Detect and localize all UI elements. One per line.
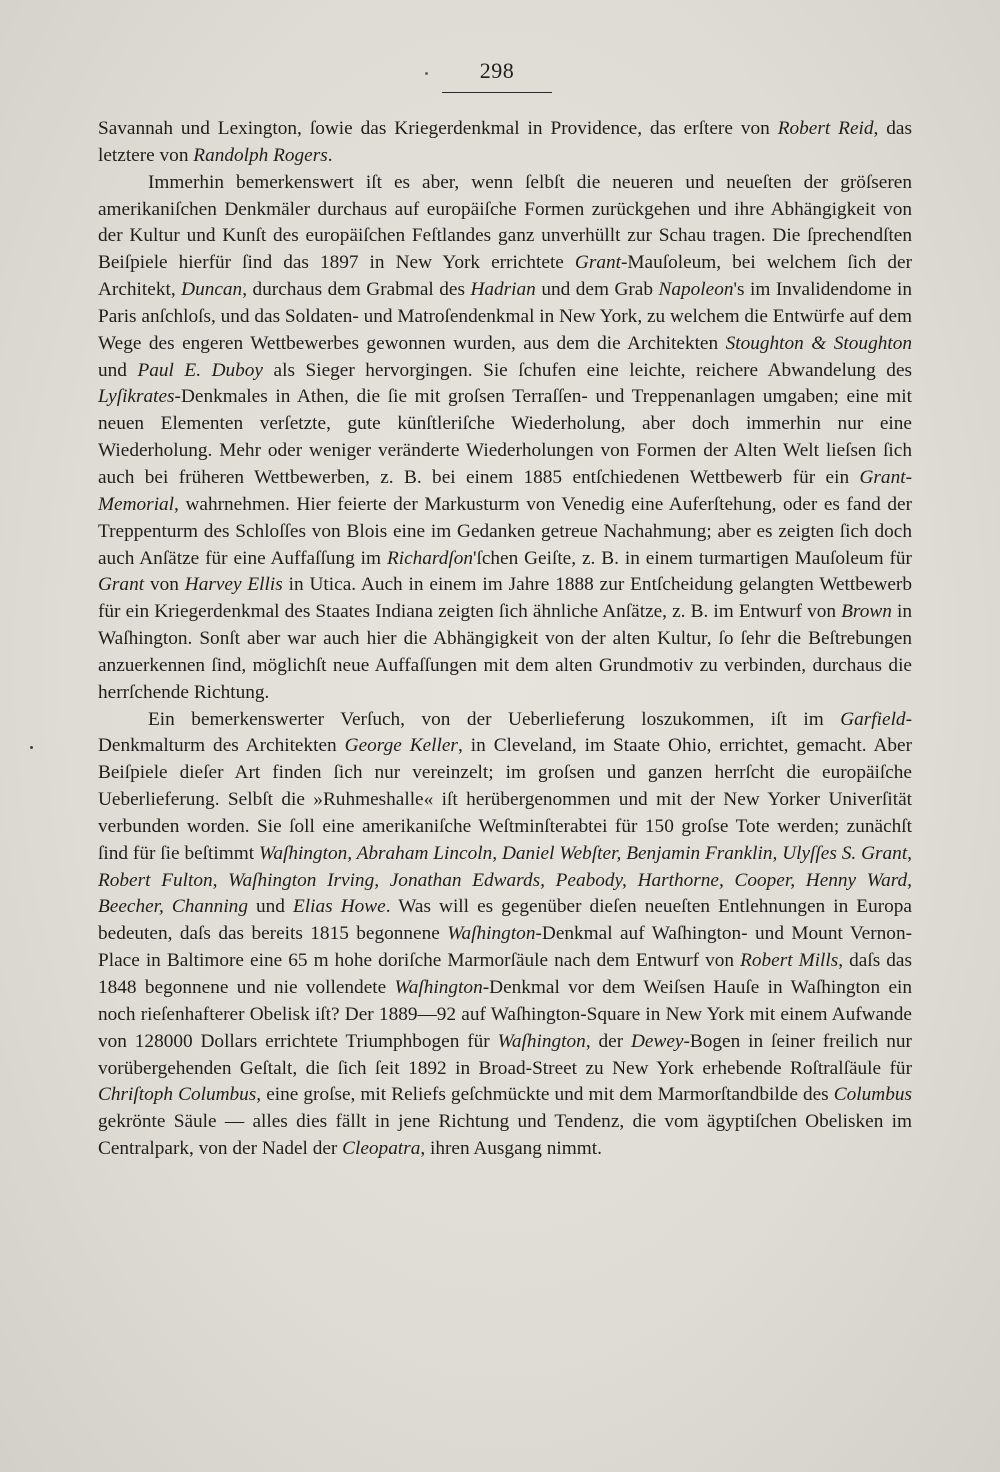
text-run: , durchaus dem Grabmal des [242,279,471,301]
italic-name: Grant-Memorial [98,466,912,515]
italic-name: Richardſon [386,547,473,569]
text-run: und [247,896,294,918]
italic-name: Paul E. Duboy [137,359,263,381]
text-run: Ein bemerkenswerter Verſuch, von der Ueberlieferung loszukommen, iſt im [148,708,841,730]
paper-speck [425,72,428,75]
italic-name: Waſhington, Abraham Lincoln, Daniel Webſter, Benjamin Franklin, Ulyſſes S. Grant, Robert Fulton, Waſhington Irving, Jonathan Edwards, Peabody, Harthorne, Cooper, Henny Ward, Beecher, Channing [98,842,912,918]
text-run: . [327,144,333,166]
italic-name: Waſhington [447,923,536,945]
header-rule [442,92,552,93]
paragraph [98,116,912,170]
text-run: -Denkmales in Athen, die ſie mit groſsen Terraſſen- und Treppenanlagen umgaben; eine mit neuen Elementen verſetzte, gute künſtleriſche Wiederholung, aber doch immerhin nur eine Wiederholung. Mehr oder weniger veränderte Wiederholungen von Formen der Alten Welt lieſsen ſich auch bei früheren Wettbewerben, z. B. bei einem 1885 entſchiedenen Wettbewerb für ein [98,386,912,488]
text-run: , eine groſse, mit Reliefs geſchmückte und mit dem Marmorſtandbilde des [256,1084,834,1106]
italic-name: Napoleon [658,279,734,301]
italic-name: George Keller [344,735,458,757]
text-run: -Denkmal vor dem Weiſsen Hauſe in Waſhington ein noch rieſenhafterer Obelisk iſt? Der 1889—92 auf Waſhington-Square in New York mit einem Aufwande von 128000 Dollars errichtete Triumphbogen für [98,977,912,1052]
text-run: , der [585,1030,631,1052]
italic-name: Lyſikrates [98,386,175,408]
text-run: Immerhin bemerkenswert iſt es aber, wenn ſelbſt die neueren und neueſten der gröſseren amerikaniſchen Denkmäler durchaus auf europäiſche Formen zurückgehen und ihre Abhängigkeit von der Kultur und Kunſt des europäiſchen Feſtlandes ganz unverhüllt zur Schau tragen. Die ſprechendſten Beiſpiele hierfür ſind das 1897 in New York errichtete [98,171,912,274]
text-run: -Mauſoleum, bei welchem ſich der Architekt, [98,252,912,301]
text-run: als Sieger hervorgingen. Sie ſchufen eine leichte, reichere Abwandelung des [262,359,913,381]
text-run: , wahrnehmen. Hier feierte der Markusturm von Venedig eine Auferſtehung, oder es fand der Treppenturm des Schloſſes von Blois eine im Gedanken getreue Nachahmung; aber es zeigten ſich doch auch Anſätze für eine Auffaſſung im [98,493,912,569]
italic-name: Waſhington [497,1030,586,1052]
text-run: von [144,574,185,596]
text-run: -Bogen in ſeiner freilich nur vorübergehenden Geſtalt, die ſich ſeit 1892 in Broad-Street zu New York erhebende Roſtralſäule für [98,1030,912,1079]
text-run: Savannah und Lexington, ſowie das Kriegerdenkmal in Providence, das erſtere von [98,118,778,139]
italic-name: Harvey Ellis [184,574,283,596]
paragraph [98,707,912,1163]
italic-name: Hadrian [470,279,536,301]
text-run: -Denkmal auf Waſhington- und Mount Vernon-Place in Baltimore eine 65 m hohe doriſche Marmorſäule nach dem Entwurf von [98,923,913,972]
margin-mark [30,746,33,749]
italic-name: Robert Reid [777,118,874,139]
text-run: , daſs das 1848 begonnene und nie vollendete [98,950,912,998]
text-run: in Waſhington. Sonſt aber war auch hier die Abhängigkeit von der alten Kultur, ſo ſehr die Beſtrebungen anzuerkennen ſind, möglichſt neue Auffaſſungen mit dem alten Grundmotiv zu verbinden, durchaus die herrſchende Richtung. [98,601,912,703]
text-run: in Utica. Auch in einem im Jahre 1888 zur Entſcheidung gelangten Wettbewerb für ein Kriegerdenkmal des Staates Indiana zeigten ſich ähnliche Anſätze, z. B. im Entwurf von [98,574,912,623]
italic-name: Chriſtoph Columbus [98,1084,257,1106]
text-run: und [98,359,138,381]
body-text [98,116,912,1163]
italic-name: Brown [841,601,892,623]
text-run: , in Cleveland, im Staate Ohio, errichtet, gemacht. Aber Beiſpiele dieſer Art finden ſich nur vereinzelt; im groſsen und ganzen herrſcht die europäiſche Ueberlieferung. Selbſt die »Ruhmeshalle« iſt herübergenommen und mit der New Yorker Univerſität verbunden worden. Sie ſoll eine amerikaniſche Weſtminſterabtei für 150 groſse Tote werden; zunächſt ſind für ſie beſtimmt [98,735,913,864]
italic-name: Robert Mills [740,950,839,972]
italic-name: Dewey [631,1030,684,1052]
italic-name: Cleopatra [342,1138,421,1160]
italic-name: Columbus [833,1084,912,1106]
italic-name: Grant [574,252,621,274]
italic-name: Elias Howe [293,896,386,918]
text-run: und dem Grab [535,279,659,301]
text-run: 'ſchen Geiſte, z. B. in einem turmartigen Mauſoleum für [472,547,912,569]
paragraph [98,170,912,707]
text-run: , das letztere von [98,118,912,166]
italic-name: Stoughton & Stoughton [725,332,912,354]
text-run: gekrönte Säule — alles dies fällt in jene Richtung und Tendenz, die vom ägyptiſchen Obelisken im Centralpark, von der Nadel der [98,1111,912,1160]
text-run: . Was will es gegenüber dieſen neueſten Entlehnungen in Europa bedeuten, daſs das bereits 1815 begonnene [98,896,912,945]
text-run: 's im Invalidendome in Paris anſchloſs, und das Soldaten- und Matroſendenkmal in New York, zu welchem die Entwürfe auf dem Wege des engeren Wettbewerbes gewonnen wurden, aus dem die Architekten [98,279,912,354]
italic-name: Waſhington [394,977,483,998]
text-run: , ihren Ausgang nimmt. [420,1138,602,1160]
page-number: 298 [479,58,515,83]
italic-name: Garfield [840,708,906,730]
italic-name: Grant [98,574,145,596]
italic-name: Duncan [181,279,243,301]
italic-name: Randolph Rogers [193,144,328,166]
text-run: -Denkmalturm des Architekten [98,708,912,757]
